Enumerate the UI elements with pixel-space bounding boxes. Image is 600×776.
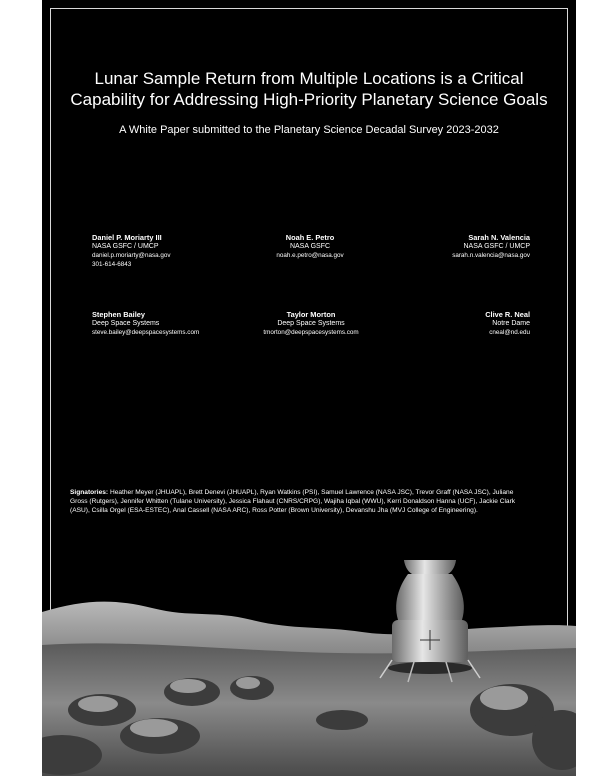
lunar-surface-illustration: [42, 560, 576, 776]
author-affiliation: NASA GSFC / UMCP: [92, 243, 159, 250]
title-line-1: Lunar Sample Return from Multiple Locations is a Critical: [94, 69, 524, 88]
author-neal: [400, 310, 530, 337]
paper-title: [60, 68, 558, 110]
author-name: Daniel P. Moriarty III: [92, 233, 162, 242]
author-affiliation: Deep Space Systems: [277, 320, 345, 327]
author-affiliation: NASA GSFC: [289, 243, 331, 250]
author-email: tmorton@deepspacesystems.com: [263, 329, 359, 336]
author-email: noah.e.petro@nasa.gov: [276, 252, 344, 259]
paper-subtitle: A White Paper submitted to the Planetary Science Decadal Survey 2023-2032: [119, 124, 499, 136]
author-moriarty: [92, 233, 171, 269]
author-morton: [236, 310, 386, 337]
author-email: steve.bailey@deepspacesystems.com: [92, 329, 200, 336]
author-name: Clive R. Neal: [485, 310, 530, 319]
author-email: cneal@nd.edu: [489, 329, 530, 336]
title-line-2: Capability for Addressing High-Priority Planetary Science Goals: [70, 90, 548, 109]
author-phone: 301-614-6843: [92, 261, 132, 268]
signatories-label: Signatories:: [70, 489, 109, 496]
author-email: sarah.n.valencia@nasa.gov: [452, 252, 530, 259]
author-name: Noah E. Petro: [285, 233, 335, 242]
author-valencia: [400, 233, 530, 260]
author-affiliation: NASA GSFC / UMCP: [463, 243, 530, 250]
signatories: [70, 488, 532, 515]
author-affiliation: Deep Space Systems: [92, 320, 160, 327]
signatories-list: Heather Meyer (JHUAPL), Brett Denevi (JHUAPL), Ryan Watkins (PSI), Samuel Lawrence (NASA JSC), Trevor Graff (NASA JSC), Juliane Gross (Rutgers), Jennifer Whitten (Tulane University), Jessica Flahaut (CNRS/CRPG), Wajiha Iqbal (WWU), Kerri Donaldson Hanna (UCF), Jackie Clark (ASU), Csilla Orgel (ESA-ESTEC), Anal Cassell (NASA ARC), Ross Potter (Brown University), Devanshu Jha (MVJ College of Engineering).: [70, 489, 516, 514]
author-affiliation: Notre Dame: [492, 320, 530, 327]
author-bailey: [92, 310, 199, 337]
author-petro: [240, 233, 380, 260]
author-name: Sarah N. Valencia: [468, 233, 530, 242]
author-name: Stephen Bailey: [92, 310, 145, 319]
author-email: daniel.p.moriarty@nasa.gov: [92, 252, 171, 259]
author-name: Taylor Morton: [286, 310, 336, 319]
